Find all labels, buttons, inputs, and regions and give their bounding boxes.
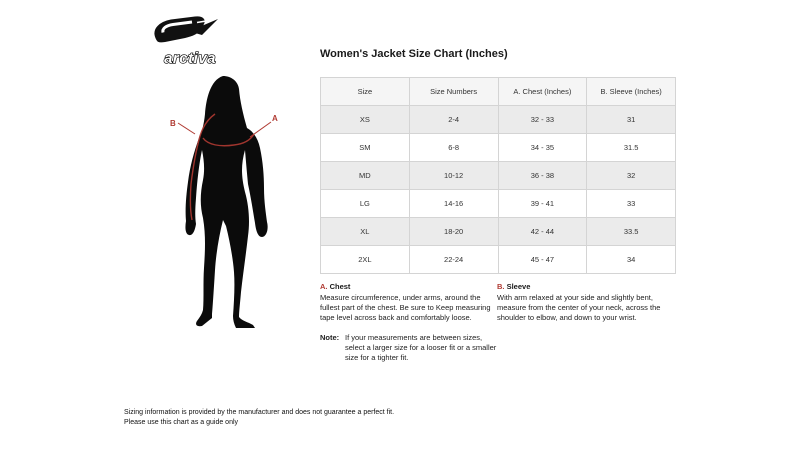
page-title: Women's Jacket Size Chart (Inches) [320,48,508,60]
cell-size-numbers: 10-12 [409,162,498,190]
cell-size-numbers: 6-8 [409,134,498,162]
table-row [321,218,676,246]
cell-size-numbers: 22-24 [409,246,498,274]
logo-wordmark: arctiva [164,50,216,67]
logo-mark-icon [155,17,218,42]
label-b-leader-line [178,123,195,134]
chest-heading-letter: A. [320,282,328,291]
sleeve-instruction-text: With arm relaxed at your side and slightly bent, measure from the center of your neck, across the shoulder to elbow, and down to your wrist. [497,293,661,323]
sleeve-heading [497,282,678,292]
measurement-instructions [320,282,678,363]
cell-sleeve: 33.5 [587,218,676,246]
chest-instructions [320,282,497,363]
note-label: Note: [320,332,340,342]
cell-sleeve: 31.5 [587,134,676,162]
sleeve-heading-letter: B. [497,282,505,291]
table-header-row [321,78,676,106]
cell-sleeve: 32 [587,162,676,190]
chest-heading [320,282,497,292]
measurement-figure [158,74,328,334]
cell-chest: 39 - 41 [498,190,587,218]
cell-sleeve: 34 [587,246,676,274]
cell-chest: 32 - 33 [498,106,587,134]
arctiva-logo-emblem [146,14,238,70]
table-row [321,106,676,134]
label-a-leader-line [250,122,271,137]
cell-sleeve: 31 [587,106,676,134]
cell-size-numbers: 2-4 [409,106,498,134]
cell-chest: 45 - 47 [498,246,587,274]
disclaimer-line-1: Sizing information is provided by the manufacturer and does not guarantee a perfect fit. [124,409,395,416]
cell-size: XS [321,106,410,134]
cell-size: LG [321,190,410,218]
chest-heading-text: Chest [329,282,351,291]
cell-size-numbers: 18-20 [409,218,498,246]
header-size: Size [321,78,410,106]
header-size-numbers: Size Numbers [409,78,498,106]
cell-sleeve: 33 [587,190,676,218]
chest-instruction-text: Measure circumference, under arms, around the fullest part of the chest. Be sure to Keep measuring tape level across back and comfortably loose. [320,293,491,323]
table-row [321,134,676,162]
disclaimer [124,408,394,428]
cell-size: SM [321,134,410,162]
female-silhouette [185,76,267,328]
disclaimer-line-2: Please use this chart as a guide only [124,419,239,427]
cell-size-numbers: 14-16 [409,190,498,218]
size-chart-table [320,77,676,274]
cell-chest: 34 - 35 [498,134,587,162]
sizing-note [320,333,497,363]
cell-size: 2XL [321,246,410,274]
cell-size: XL [321,218,410,246]
sleeve-heading-text: Sleeve [506,282,531,291]
table-row [321,162,676,190]
table-row [321,190,676,218]
sleeve-instructions [497,282,678,363]
header-chest: A. Chest (Inches) [498,78,587,106]
arctiva-logo [146,14,238,70]
note-text: If your measurements are between sizes, select a larger size for a looser fit or a smaller size for a tighter fit. [345,332,497,362]
cell-size: MD [321,162,410,190]
chest-label-a: A [272,114,278,123]
table-row [321,246,676,274]
sleeve-label-b: B [170,119,176,128]
cell-chest: 36 - 38 [498,162,587,190]
header-sleeve: B. Sleeve (Inches) [587,78,676,106]
cell-chest: 42 - 44 [498,218,587,246]
